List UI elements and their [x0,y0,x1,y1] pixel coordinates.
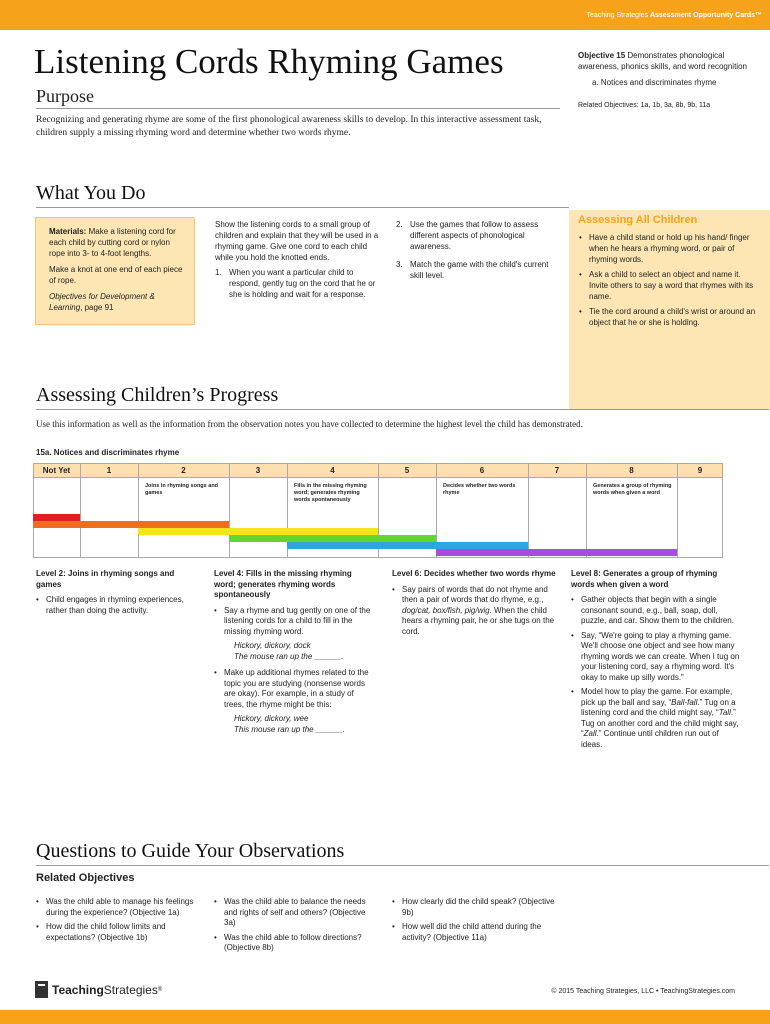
rhyme-example: Hickory, dickory, wee This mouse ran up the ______. [234,714,345,734]
knot-text: Make a knot at one end of each piece of rope. [49,265,183,285]
teaching-strategies-logo: Teaching Strategies ® [35,981,162,998]
level-2-detail [36,569,201,620]
list-item: • Was the child able to follow directions? (Objective 8b) [214,933,379,954]
list-item: • Make up additional rhymes related to the topic you are studying (nonsense words are okay). For example, in a study of trees, the rhyme might be this: Hickory, dickory, wee This mouse ran up the ______. [214,668,374,735]
level-header: 7 [554,466,560,475]
level-4-detail [214,569,374,741]
list-item: • Say a rhyme and tug gently on one of the listening cords for a child to fill in the missing rhyming word. Hickory, dickory, dock The mouse ran up the ______. [214,606,374,663]
level-heading: Level 2: Joins in rhyming songs and games [36,569,175,589]
level-heading: Level 4: Fills in the missing rhyming word; generates rhyming words spontaneously [214,569,352,599]
purpose-heading: Purpose [36,86,94,106]
level-header: 1 [106,466,112,475]
divider [36,108,560,109]
level-header: 5 [404,466,410,475]
materials-box [35,217,195,325]
level-header: 9 [697,466,703,475]
level-descriptor: Decides whether two words rhyme [443,483,516,496]
instructions-intro: Show the listening cords to a small group of children and explain that they will be used in a rhyming game. Give one cord to each child while you hold the knotted ends. [215,220,379,262]
list-item: • How clearly did the child speak? (Objective 9b) [392,897,562,918]
list-item: • Say pairs of words that do not rhyme and then a pair of words that do rhyme, e.g., dog/cat, box/fish, pig/wig. When the child hears a rhyming pair, he or she tugs on the cord. [392,585,557,638]
divider [36,207,569,208]
assessing-all-heading: Assessing All Children [578,214,698,226]
level-header: 8 [629,466,634,475]
progression-band [138,528,378,535]
what-you-do-heading: What You Do [36,182,146,204]
progression-table [33,463,733,558]
instructions-column [215,219,383,300]
list-item: • Have a child stand or hold up his hand/ finger when he hears a rhyming word, or pair of rhyming words. [579,232,756,265]
level-header: 4 [330,466,335,475]
assessing-all-children-panel [569,210,770,410]
step-item: 3. Match the game with the child's current skill level. [396,260,549,280]
steps-column [396,219,556,281]
level-descriptor: Generates a group of rhyming words when given a word [593,483,672,496]
rhyme-example: Hickory, dickory, dock The mouse ran up the ______. [234,641,344,661]
progression-band [33,521,229,528]
questions-column-2 [214,897,379,958]
assessing-all-list [579,232,756,328]
progress-heading: Assessing Children’s Progress [36,384,279,406]
purpose-text: Recognizing and generating rhyme are some of the first phonological awareness skills to develop. In this interactive assessment task, children supply a missing rhyming word and determine whether two words rhyme. [36,115,542,138]
related-objectives-heading: Related Objectives [36,872,135,884]
progression-band [436,549,677,556]
step-item: 2. Use the games that follow to assess different aspects of phonological awareness. [396,220,539,251]
list-item: • Tie the cord around a child's wrist or around an object that he or she is holding. [579,306,756,328]
list-item: • Say, “We're going to play a rhyming game. We'll choose one object and see how many rhyming words we can create. When I tug on your listening cord, say a rhyming word. It's okay to make up silly words.” [571,631,741,684]
objectives-ref: Objectives for Development & Learning [49,292,155,312]
level-heading: Level 8: Generates a group of rhyming words when given a word [571,569,718,589]
objectives-page: , page 91 [80,303,114,312]
questions-column-1 [36,897,196,947]
copyright: © 2015 Teaching Strategies, LLC • TeachingStrategies.com [551,988,735,995]
table-title: 15a. Notices and discriminates rhyme [36,448,180,457]
divider [36,409,769,410]
list-item: • Ask a child to select an object and name it. Invite others to say a word that rhymes with its name. [579,269,756,302]
bottom-banner [0,1010,770,1024]
materials-text: Make a listening cord for each child by cutting cord or nylon rope into 3- to 4-foot lengths. [49,227,176,258]
brand-label: Teaching Strategies Assessment Opportunity Cards™ [586,12,762,19]
list-item: • Child engages in rhyming experiences, rather than doing the activity. [36,595,201,616]
materials-label: Materials: [49,227,87,236]
top-banner [0,0,770,30]
list-item: • Gather objects that begin with a single consonant sound, e.g., ball, soap, doll, puzzle, and car. Show them to the children. [571,595,741,627]
level-heading: Level 6: Decides whether two words rhyme [392,569,556,578]
related-objectives: Related Objectives: 1a, 1b, 3a, 8b, 9b, 11a [578,102,711,109]
level-descriptor: Joins in rhyming songs and games [145,483,219,496]
questions-heading: Questions to Guide Your Observations [36,840,345,862]
objective-panel [578,50,758,111]
divider [36,865,769,866]
progress-intro: Use this information as well as the information from the observation notes you have collected to determine the highest level the child has demonstrated. [36,419,583,429]
questions-column-3 [392,897,562,947]
list-item: • Model how to play the game. For example, pick up the ball and say, “Ball-fall.” Tug on a listening cord and the child might say, “Tall.” Tug on another cord and the child might say, “Zall.” Continue until children run out of ideas. [571,687,741,750]
progression-band [229,535,436,542]
level-8-detail [571,569,741,754]
step-item: 1. When you want a particular child to respond, gently tug on the cord that he or she is holding and wait for a response. [215,268,376,299]
level-header: 6 [479,466,485,475]
level-header: 2 [181,466,186,475]
logo-mark-icon [35,981,48,998]
level-header: 3 [255,466,261,475]
level-header: Not Yet [42,466,71,475]
level-6-detail [392,569,557,641]
progression-band [287,542,528,549]
list-item: • How well did the child attend during the activity? (Objective 11a) [392,922,562,943]
objective-label: Objective 15 [578,51,626,60]
objective-sub: a. Notices and discriminates rhyme [592,78,717,87]
progression-band [33,514,80,521]
objective-text: Demonstrates phonological awareness, phonics skills, and word recognition [578,51,747,71]
list-item: • Was the child able to balance the needs and rights of self and others? (Objective 3a) [214,897,379,929]
page-title: Listening Cords Rhyming Games [34,42,504,81]
list-item: • Was the child able to manage his feelings during the experience? (Objective 1a) [36,897,196,918]
level-descriptor: Fills in the missing rhyming word; generates rhyming words spontaneously [294,483,367,503]
list-item: • How did the child follow limits and expectations? (Objective 1b) [36,922,196,943]
